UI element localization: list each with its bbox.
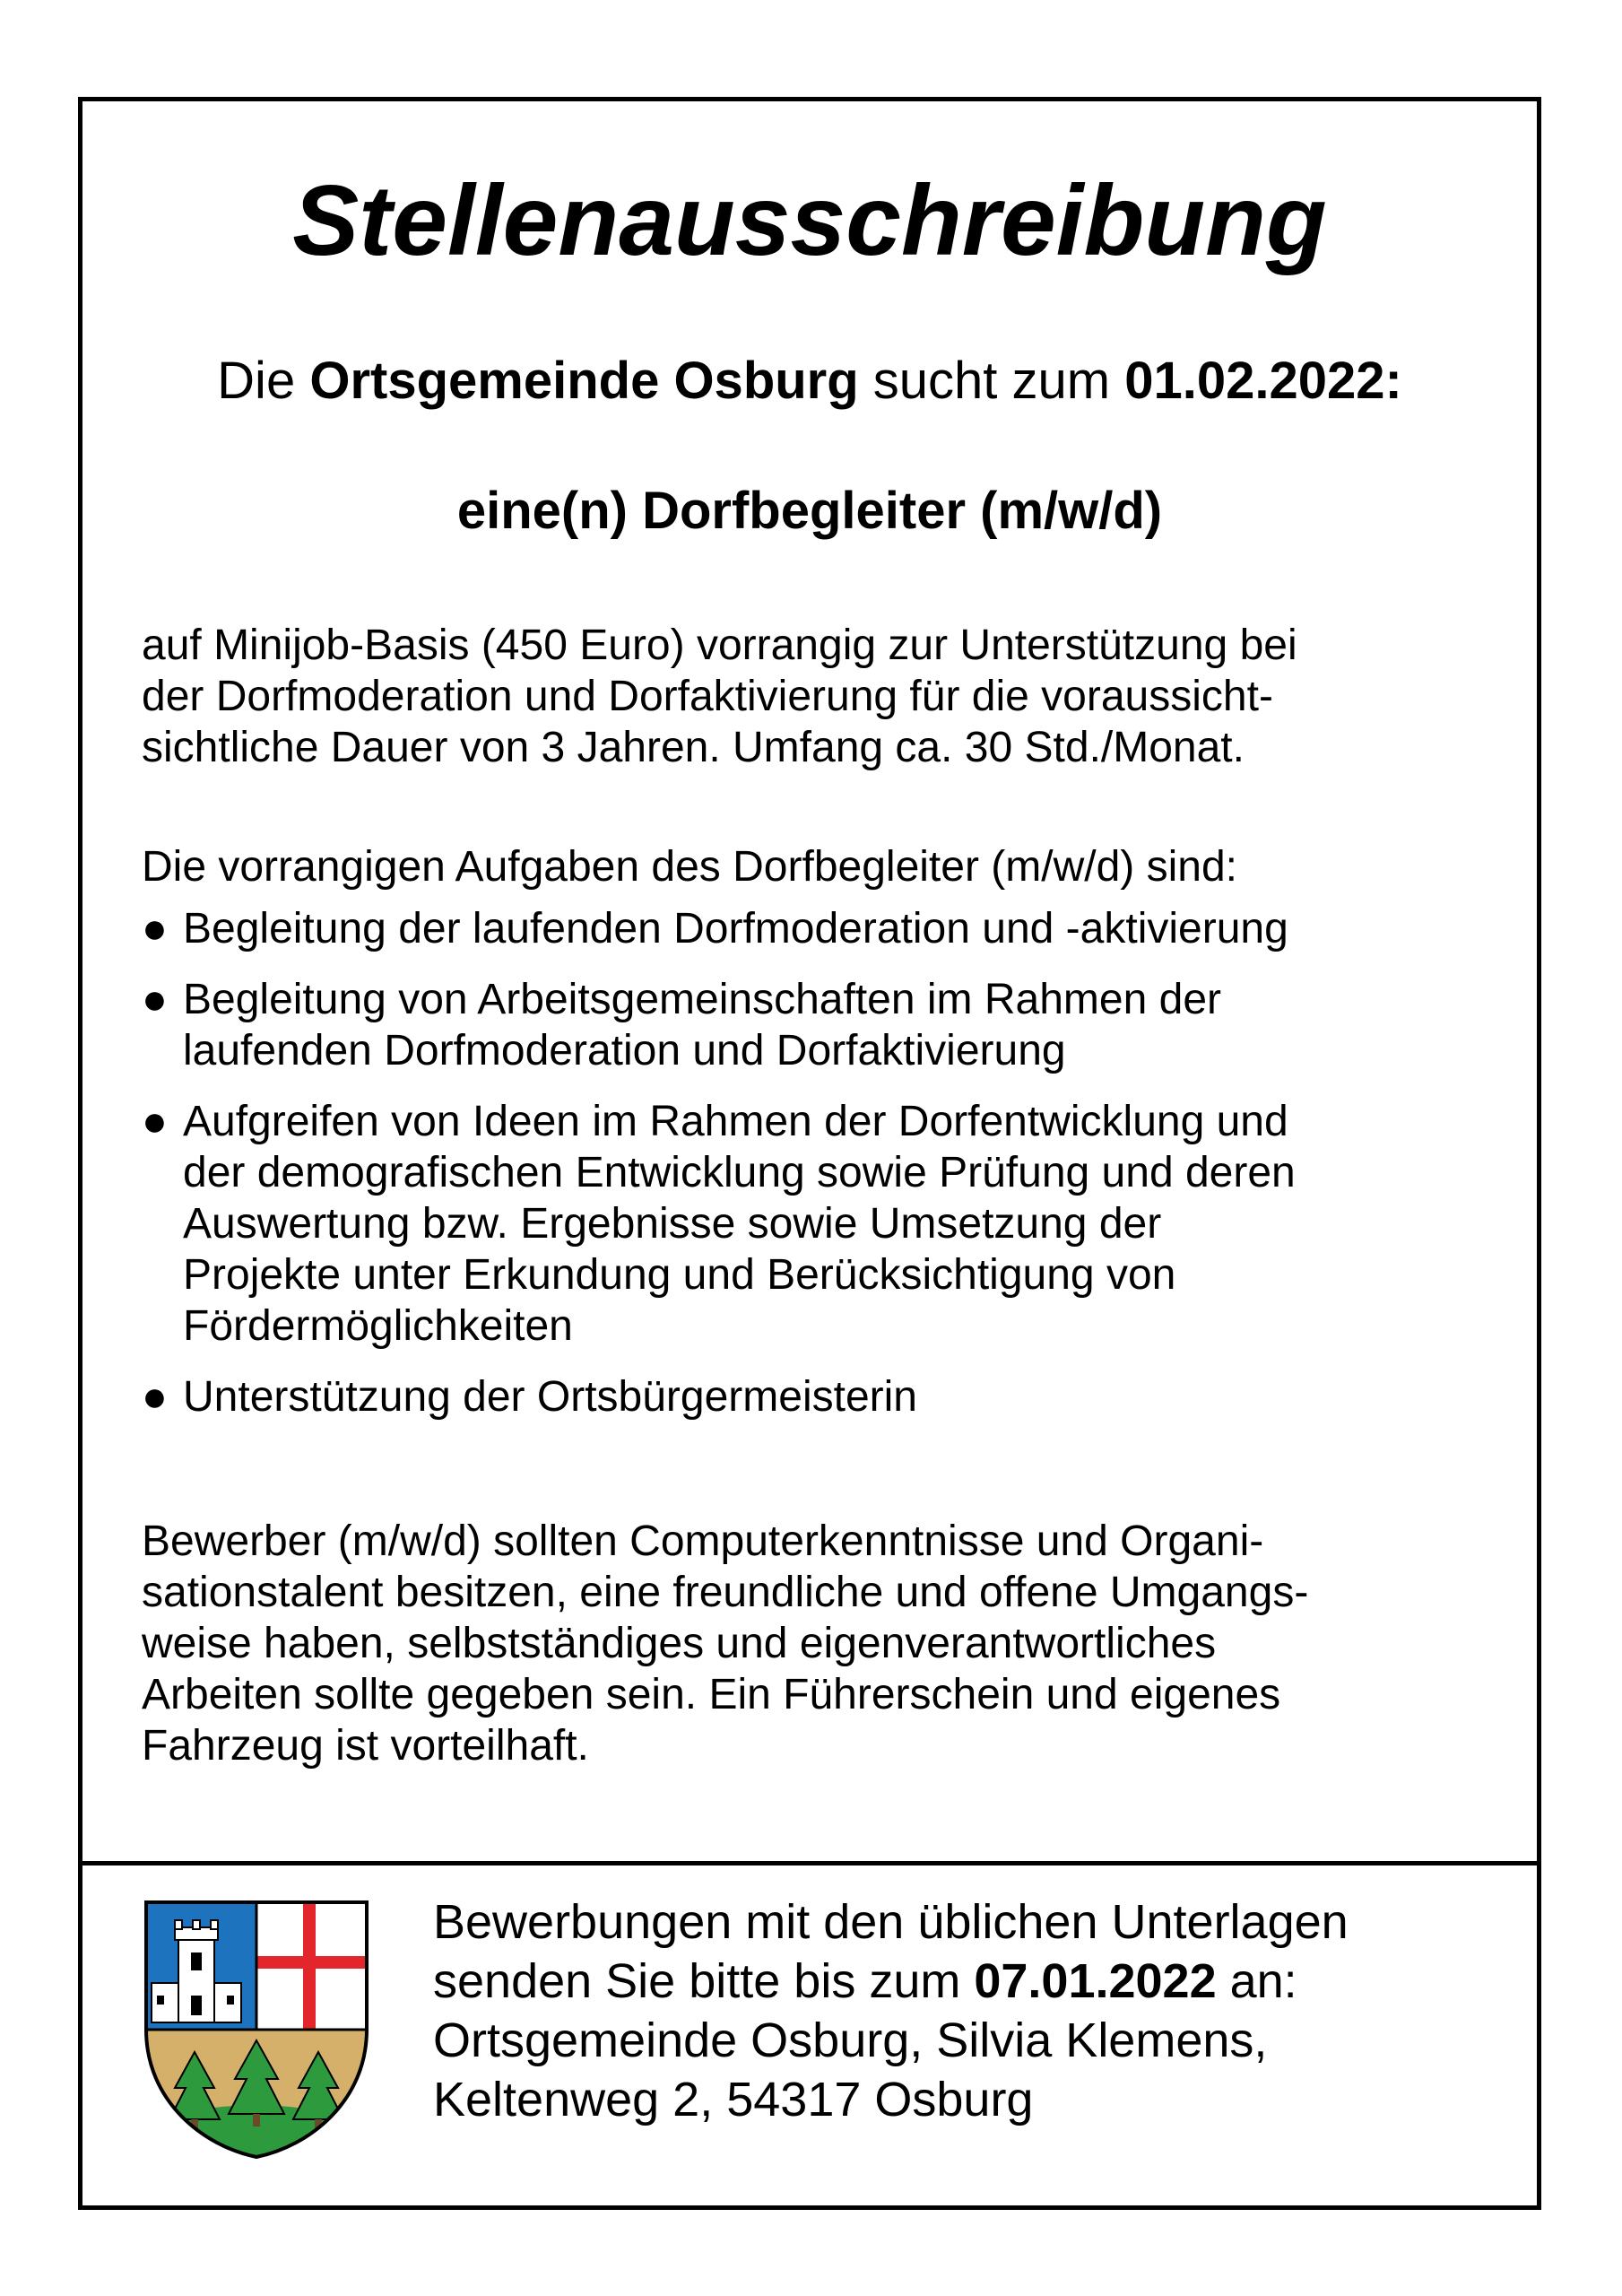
requirements-line: sationstalent besitzen, eine freundliche und offene Umgangs- bbox=[142, 1569, 1309, 1616]
bullet-icon: ● bbox=[142, 1098, 168, 1145]
task-line: Fördermöglichkeiten bbox=[183, 1302, 573, 1350]
task-line: Begleitung der laufenden Dorfmoderation und -aktivierung bbox=[183, 905, 1288, 952]
application-instructions bbox=[433, 1892, 1509, 2129]
task-line: Projekte unter Erkundung und Berücksichtigung von bbox=[183, 1251, 1176, 1299]
description-line: auf Minijob-Basis (450 Euro) vorrangig zur Unterstützung bei bbox=[142, 622, 1297, 669]
task-line: Begleitung von Arbeitsgemeinschaften im Rahmen der bbox=[183, 976, 1221, 1023]
page-title: Stellenausschreibung bbox=[292, 165, 1327, 276]
job-description bbox=[142, 620, 1487, 773]
bullet-icon: ● bbox=[142, 905, 168, 952]
organization-name: Ortsgemeinde Osburg bbox=[309, 352, 859, 410]
contact-address: Keltenweg 2, 54317 Osburg bbox=[433, 2073, 1034, 2126]
job-posting-frame bbox=[78, 97, 1541, 2210]
description-line: der Dorfmoderation und Dorfaktivierung für die voraussicht- bbox=[142, 673, 1273, 720]
position-title: eine(n) Dorfbegleiter (m/w/d) bbox=[456, 482, 1163, 540]
requirements-line: weise haben, selbstständiges und eigenverantwortliches bbox=[142, 1620, 1217, 1667]
application-deadline: 07.01.2022 bbox=[974, 1954, 1217, 2008]
task-list bbox=[142, 903, 1505, 1442]
section-divider bbox=[82, 1861, 1537, 1866]
task-line: Auswertung bzw. Ergebnisse sowie Umsetzung der bbox=[183, 1200, 1162, 1248]
list-item bbox=[142, 974, 1505, 1076]
footer-line: Bewerbungen mit den üblichen Unterlagen bbox=[433, 1895, 1349, 1949]
task-line: laufenden Dorfmoderation und Dorfaktivierung bbox=[183, 1027, 1066, 1074]
intro-middle: sucht zum bbox=[858, 352, 1125, 410]
footer-line-suffix: an: bbox=[1216, 1954, 1297, 2008]
requirements-line: Fahrzeug ist vorteilhaft. bbox=[142, 1722, 589, 1770]
tasks-heading: Die vorrangigen Aufgaben des Dorfbegleiter (m/w/d) sind: bbox=[142, 843, 1237, 891]
requirements-line: Bewerber (m/w/d) sollten Computerkenntnisse und Organi- bbox=[142, 1518, 1264, 1565]
contact-name: Ortsgemeinde Osburg, Silvia Klemens, bbox=[433, 2013, 1268, 2067]
intro-prefix: Die bbox=[217, 352, 310, 410]
requirements-paragraph bbox=[142, 1516, 1487, 1771]
coat-of-arms-icon bbox=[139, 1895, 374, 2161]
task-line: der demografischen Entwicklung sowie Prüfung und deren bbox=[183, 1149, 1296, 1196]
bullet-icon: ● bbox=[142, 976, 168, 1023]
intro-line bbox=[82, 350, 1537, 413]
requirements-line: Arbeiten sollte gegeben sein. Ein Führerschein und eigenes bbox=[142, 1671, 1281, 1718]
description-line: sichtliche Dauer von 3 Jahren. Umfang ca. 30 Std./Monat. bbox=[142, 724, 1245, 771]
list-item bbox=[142, 1096, 1505, 1352]
list-item bbox=[142, 1371, 1505, 1422]
bullet-icon: ● bbox=[142, 1373, 168, 1421]
footer-line-prefix: senden Sie bitte bis zum bbox=[433, 1954, 975, 2008]
start-date: 01.02.2022: bbox=[1124, 352, 1402, 410]
list-item bbox=[142, 903, 1505, 954]
task-line: Aufgreifen von Ideen im Rahmen der Dorfentwicklung und bbox=[183, 1098, 1288, 1145]
task-line: Unterstützung der Ortsbürgermeisterin bbox=[183, 1373, 917, 1421]
